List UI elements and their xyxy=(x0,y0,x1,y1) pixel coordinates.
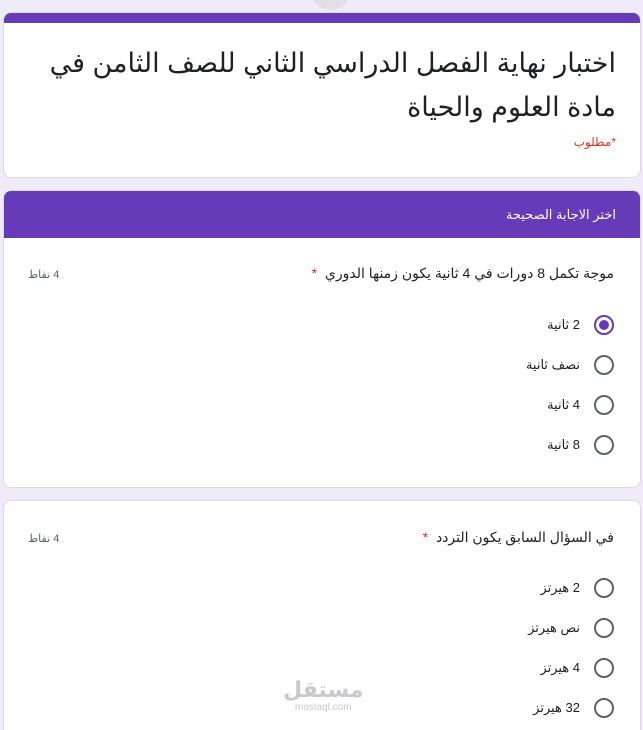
points-label: 4 نقاط xyxy=(28,533,60,545)
option-label: 4 هيرتز xyxy=(540,660,580,675)
option-row[interactable] xyxy=(533,697,614,719)
option-row[interactable] xyxy=(528,617,614,639)
title-accent-bar xyxy=(4,13,640,23)
option-label: نصف ثانية xyxy=(525,357,580,372)
watermark-text: مستقل xyxy=(283,677,364,702)
radio-button[interactable] xyxy=(594,578,614,598)
option-row[interactable] xyxy=(540,577,614,599)
radio-button[interactable] xyxy=(594,698,614,718)
option-label: 32 هيرتز xyxy=(533,700,580,715)
section-header: اختر الاجابة الصحيحة xyxy=(4,191,640,238)
option-row[interactable] xyxy=(547,434,614,456)
radio-button[interactable] xyxy=(594,618,614,638)
option-label: 2 ثانية xyxy=(547,317,580,332)
question-title xyxy=(423,529,614,546)
form-title: اختبار نهاية الفصل الدراسي الثاني للصف الثامن في مادة العلوم والحياة xyxy=(49,48,616,122)
avatar xyxy=(311,0,351,10)
question-text: في السؤال السابق يكون التردد xyxy=(435,529,614,545)
required-star: * xyxy=(311,265,317,281)
question-card-1 xyxy=(3,190,641,488)
option-label: 2 هيرتز xyxy=(540,580,580,595)
radio-button[interactable] xyxy=(594,395,614,415)
option-row[interactable] xyxy=(547,314,614,336)
option-label: 4 ثانية xyxy=(547,397,580,412)
form-title-card xyxy=(3,12,641,178)
option-label: 8 ثانية xyxy=(547,437,580,452)
option-row[interactable] xyxy=(540,657,614,679)
option-label: نص هيرتز xyxy=(528,620,580,635)
watermark-url: mostaql.com xyxy=(294,702,352,713)
radio-button[interactable] xyxy=(594,315,614,335)
radio-button[interactable] xyxy=(594,435,614,455)
radio-button[interactable] xyxy=(594,658,614,678)
points-label: 4 نقاط xyxy=(28,269,60,281)
option-row[interactable] xyxy=(547,394,614,416)
radio-button[interactable] xyxy=(594,355,614,375)
required-star: * xyxy=(422,529,429,545)
question-title xyxy=(312,265,614,282)
option-row[interactable] xyxy=(526,354,614,376)
watermark-logo xyxy=(283,678,363,713)
question-text: موجة تكمل 8 دورات في 4 ثانية يكون زمنها الدوري xyxy=(324,265,614,281)
required-note: *مطلوب xyxy=(573,135,616,149)
